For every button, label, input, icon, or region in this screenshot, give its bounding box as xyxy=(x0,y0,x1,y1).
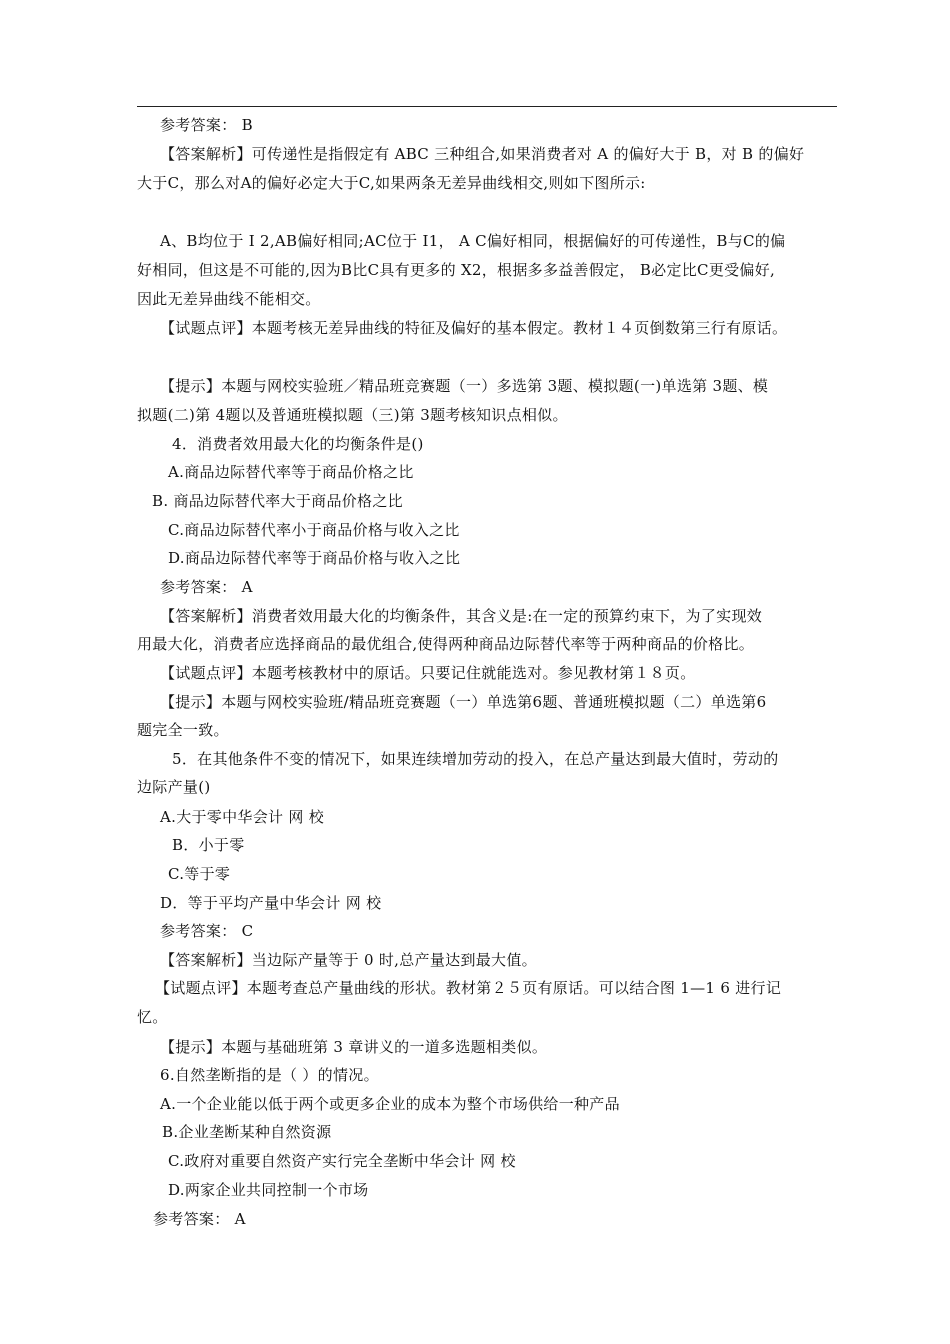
q6-option-d: D.两家企业共同控制一个市场 xyxy=(168,1181,369,1199)
answer-q5: 参考答案： C xyxy=(160,922,254,940)
comment-q3: 【试题点评】本题考核无差异曲线的特征及偏好的基本假定。教材１４页倒数第三行有原话。 xyxy=(160,319,788,337)
hint-q4-line1: 【提示】本题与网校实验班/精品班竞赛题（一）单选第6题、普通班模拟题（二）单选第6 xyxy=(160,693,767,711)
q5-option-a: A.大于零中华会计 网 校 xyxy=(160,808,325,826)
top-rule xyxy=(137,106,837,107)
paragraph-q3-line3: 因此无差异曲线不能相交。 xyxy=(137,290,321,308)
q5-option-c: C.等于零 xyxy=(168,865,231,883)
q5-option-b: B．小于零 xyxy=(172,836,245,854)
comment-q5-line2: 忆。 xyxy=(137,1008,168,1026)
comment-q5-line1: 【试题点评】本题考查总产量曲线的形状。教材第２５页有原话。可以结合图 1—1 6 进行记 xyxy=(155,979,782,997)
q6-option-c: C.政府对重要自然资产实行完全垄断中华会计 网 校 xyxy=(168,1152,516,1170)
q4-option-b: B. 商品边际替代率大于商品价格之比 xyxy=(152,492,403,510)
hint-q3-line1: 【提示】本题与网校实验班／精品班竞赛题（一）多选第 3题、模拟题(一)单选第 3题、模 xyxy=(160,377,769,395)
answer-q4: 参考答案： A xyxy=(160,578,253,596)
hint-q4-line2: 题完全一致。 xyxy=(137,721,229,739)
explanation-q4-line1: 【答案解析】消费者效用最大化的均衡条件，其含义是:在一定的预算约束下，为了实现效 xyxy=(160,607,763,625)
q4-option-a: A.商品边际替代率等于商品价格之比 xyxy=(168,463,414,481)
explanation-q4-line2: 用最大化，消费者应选择商品的最优组合,使得两种商品边际替代率等于两种商品的价格比。 xyxy=(137,635,755,653)
q6-option-a: A.一个企业能以低于两个或更多企业的成本为整个市场供给一种产品 xyxy=(160,1095,620,1113)
explanation-q5: 【答案解析】当边际产量等于 0 时,总产量达到最大值。 xyxy=(160,951,537,969)
q4-option-d: D.商品边际替代率等于商品价格与收入之比 xyxy=(168,549,461,567)
explanation-q3-line2: 大于C，那么对A的偏好必定大于C,如果两条无差异曲线相交,则如下图所示: xyxy=(137,174,646,192)
answer-q3: 参考答案： B xyxy=(160,116,253,134)
question-6: 6.自然垄断指的是（ ）的情况。 xyxy=(160,1066,379,1084)
paragraph-q3-line2: 好相同，但这是不可能的,因为B比C具有更多的 X2，根据多多益善假定， B必定比C更受偏好, xyxy=(137,261,776,279)
question-5-line2: 边际产量() xyxy=(137,778,211,796)
explanation-q3-line1: 【答案解析】可传递性是指假定有 ABC 三种组合,如果消费者对 A 的偏好大于 B，对 B 的偏好 xyxy=(160,145,805,163)
comment-q4: 【试题点评】本题考核教材中的原话。只要记住就能选对。参见教材第１８页。 xyxy=(160,664,696,682)
hint-q3-line2: 拟题(二)第 4题以及普通班模拟题（三)第 3题考核知识点相似。 xyxy=(137,406,568,424)
hint-q5: 【提示】本题与基础班第 3 章讲义的一道多选题相类似。 xyxy=(160,1038,548,1056)
paragraph-q3-line1: A、B均位于 I 2,AB偏好相同;AC位于 I1， A C偏好相同，根据偏好的可传递性，B与C的偏 xyxy=(160,232,786,250)
question-4: 4．消费者效用最大化的均衡条件是() xyxy=(172,435,424,453)
q4-option-c: C.商品边际替代率小于商品价格与收入之比 xyxy=(168,521,460,539)
q6-option-b: B.企业垄断某种自然资源 xyxy=(162,1123,332,1141)
answer-q6: 参考答案： A xyxy=(153,1210,246,1228)
question-5-line1: 5．在其他条件不变的情况下，如果连续增加劳动的投入，在总产量达到最大值时，劳动的 xyxy=(172,750,779,768)
q5-option-d: D．等于平均产量中华会计 网 校 xyxy=(160,894,382,912)
